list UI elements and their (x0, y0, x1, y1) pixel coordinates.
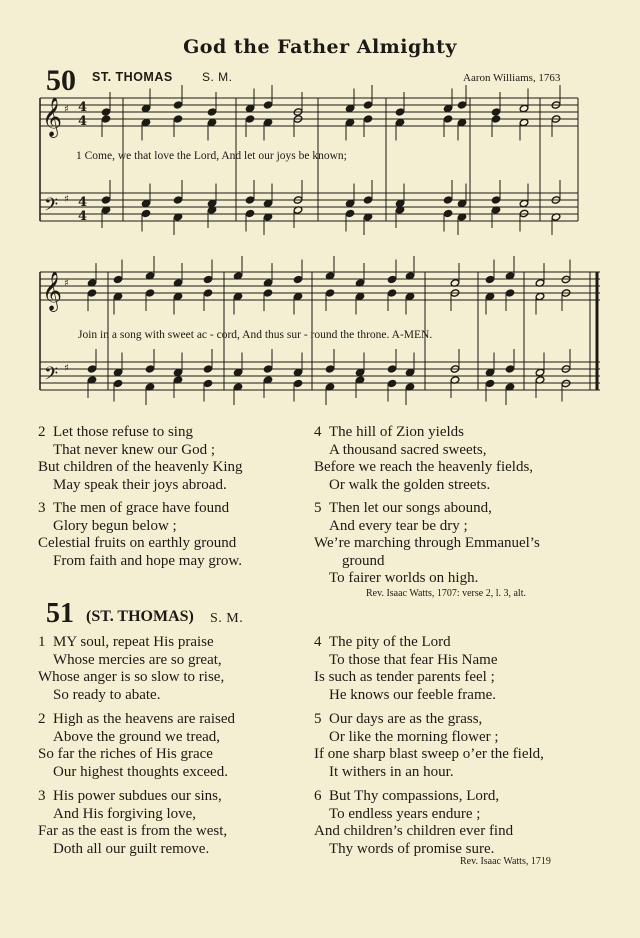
note-head (87, 365, 97, 373)
note-head (535, 292, 545, 300)
author-credit: Rev. Isaac Watts, 1707: verse 2, l. 3, alt. (366, 588, 526, 599)
verse-number: 5 (314, 500, 322, 516)
note-head (203, 275, 213, 283)
verse-number: 4 (314, 424, 322, 440)
verse-line: Whose mercies are so great, (53, 651, 222, 668)
time-signature: 4 (78, 195, 88, 210)
verse-number: 1 (38, 634, 46, 650)
note-head (535, 368, 545, 376)
note-head (141, 209, 151, 217)
verse-block (314, 500, 540, 588)
verse-line: Our days are as the grass, (329, 711, 483, 727)
time-signature: 4 (78, 209, 88, 224)
note-head (355, 368, 365, 376)
note-head (173, 196, 183, 204)
meter: S. M. (210, 611, 244, 626)
note-head (263, 289, 273, 297)
note-head (325, 365, 335, 373)
note-head (207, 118, 217, 126)
note-head (345, 118, 355, 126)
bass-clef-icon: 𝄢 (44, 364, 59, 389)
note-head (443, 209, 453, 217)
verse-line: And His forgiving love, (53, 805, 197, 822)
verse-line: He knows our feeble frame. (329, 686, 497, 703)
lyrics-line-2: Join in a song with sweet ac - cord, And thus sur - round the throne. A-MEN. (78, 329, 433, 341)
note-head (203, 365, 213, 373)
verse-line: That never knew our God ; (53, 441, 216, 458)
note-head (173, 115, 183, 123)
note-head (491, 115, 501, 123)
meter: S. M. (202, 70, 233, 84)
verse-line: Doth all our guilt remove. (53, 840, 210, 857)
verse-block (314, 711, 544, 781)
note-head (485, 275, 495, 283)
verse-line: Glory begun below ; (53, 517, 177, 534)
note-head (395, 118, 405, 126)
verse-line: So far the riches of His grace (38, 746, 213, 762)
note-head (233, 368, 243, 376)
verse-line: The men of grace have found (53, 500, 230, 516)
note-head (263, 199, 273, 207)
verse-line: The pity of the Lord (329, 634, 451, 650)
note-head (519, 199, 529, 207)
note-head (207, 108, 217, 116)
hymn-number: 51 (46, 598, 74, 629)
treble-staff (40, 272, 600, 300)
note-head (345, 209, 355, 217)
verse-line: And children’s children ever find (314, 823, 514, 839)
author-credit: Rev. Isaac Watts, 1719 (460, 856, 551, 867)
verse-line: So ready to abate. (53, 686, 161, 703)
verse-block (314, 634, 497, 704)
note-head (293, 275, 303, 283)
verse-block (38, 424, 243, 494)
note-head (245, 115, 255, 123)
verse-line: High as the heavens are raised (53, 711, 236, 727)
verse-line: But Thy compassions, Lord, (329, 788, 500, 804)
bass-staff (40, 362, 600, 390)
verse-line: To endless years endure ; (329, 805, 481, 822)
note-head (245, 196, 255, 204)
verse-line: Or like the morning flower ; (329, 728, 499, 745)
verse-line: Above the ground we tread, (53, 728, 221, 745)
note-head (113, 292, 123, 300)
note-head (457, 101, 467, 109)
verse-line: And every tear be dry ; (329, 517, 468, 534)
verse-number: 3 (38, 788, 46, 804)
note-head (443, 104, 453, 112)
verse-line: Is such as tender parents feel ; (314, 669, 495, 685)
verse-block (314, 424, 533, 494)
note-head (519, 104, 529, 112)
tune-name: ST. THOMAS (92, 70, 173, 84)
note-head (387, 379, 397, 387)
note-head (263, 365, 273, 373)
verse-number: 3 (38, 500, 46, 516)
note-head (505, 365, 515, 373)
time-signature: 4 (78, 100, 88, 115)
note-head (245, 104, 255, 112)
composer-credit: Aaron Williams, 1763 (463, 72, 561, 84)
note-head (141, 118, 151, 126)
note-head (203, 379, 213, 387)
note-head (485, 379, 495, 387)
note-head (245, 209, 255, 217)
verse-line: From faith and hope may grow. (53, 552, 242, 569)
note-head (519, 118, 529, 126)
verse-line: To fairer worlds on high. (329, 570, 479, 586)
note-head (325, 289, 335, 297)
verse-line: To those that fear His Name (329, 651, 498, 668)
note-head (387, 365, 397, 373)
note-head (263, 101, 273, 109)
treble-clef-icon: 𝄞 (42, 271, 63, 311)
note-head (443, 196, 453, 204)
verse-line: Thy words of promise sure. (329, 840, 495, 857)
verse-number: 2 (38, 424, 46, 440)
note-head (443, 115, 453, 123)
note-head (363, 196, 373, 204)
verse-block (38, 711, 235, 781)
treble-clef-icon: 𝄞 (42, 97, 63, 137)
key-signature: ♯ (64, 363, 69, 374)
note-head (101, 108, 111, 116)
music-score (0, 0, 640, 420)
verse-line: MY soul, repeat His praise (53, 634, 214, 650)
note-head (485, 368, 495, 376)
note-head (101, 115, 111, 123)
note-head (145, 289, 155, 297)
note-head (457, 118, 467, 126)
verse-line: Before we reach the heavenly fields, (314, 459, 534, 475)
note-head (293, 292, 303, 300)
verse-block (38, 500, 242, 570)
time-signature: 4 (78, 114, 88, 129)
verse-line: His power subdues our sins, (53, 788, 222, 804)
verse-number: 6 (314, 788, 322, 804)
note-head (355, 292, 365, 300)
verse-number: 2 (38, 711, 46, 727)
note-head (491, 196, 501, 204)
verse-line: But children of the heavenly King (38, 459, 243, 475)
verse-block (38, 634, 224, 704)
hymn-number: 50 (46, 64, 76, 97)
note-head (203, 289, 213, 297)
note-head (141, 199, 151, 207)
verse-line: We’re marching through Emmanuel’s (314, 535, 540, 551)
verse-line: It withers in an hour. (329, 763, 454, 780)
note-head (293, 368, 303, 376)
note-head (173, 368, 183, 376)
tune-name: (ST. THOMAS) (86, 608, 194, 625)
verse-line: The hill of Zion yields (329, 424, 464, 440)
key-signature: ♯ (64, 194, 69, 205)
verse-line: Or walk the golden streets. (329, 476, 491, 493)
verse-line: If one sharp blast sweep o’er the field, (314, 746, 544, 762)
note-head (387, 289, 397, 297)
note-head (505, 289, 515, 297)
note-head (345, 104, 355, 112)
note-head (457, 199, 467, 207)
note-head (491, 108, 501, 116)
verse-line: Celestial fruits on earthly ground (38, 535, 237, 551)
note-head (141, 104, 151, 112)
note-head (363, 101, 373, 109)
note-head (173, 292, 183, 300)
note-head (101, 196, 111, 204)
note-head (113, 275, 123, 283)
verse-line: ground (342, 552, 385, 569)
verse-line: May speak their joys abroad. (53, 476, 227, 493)
note-head (395, 108, 405, 116)
key-signature: ♯ (64, 104, 69, 115)
verse-number: 5 (314, 711, 322, 727)
verse-line: Let those refuse to sing (53, 424, 193, 440)
note-head (87, 289, 97, 297)
verse-line: Then let our songs abound, (329, 500, 492, 516)
note-head (263, 118, 273, 126)
key-signature: ♯ (64, 278, 69, 289)
lyrics-line-1: 1 Come, we that love the Lord, And let our joys be known; (76, 150, 347, 162)
note-head (113, 368, 123, 376)
note-head (293, 379, 303, 387)
verse-line: Our highest thoughts exceed. (53, 763, 228, 780)
note-head (233, 292, 243, 300)
note-head (363, 115, 373, 123)
verse-number: 4 (314, 634, 322, 650)
verse-line: Far as the east is from the west, (38, 823, 228, 839)
note-head (345, 199, 355, 207)
note-head (405, 368, 415, 376)
note-head (485, 292, 495, 300)
clefs-2 (42, 271, 69, 389)
verse-block (314, 788, 513, 858)
note-head (145, 365, 155, 373)
section-title: God the Father Almighty (183, 36, 457, 58)
note-head (405, 292, 415, 300)
bass-clef-icon: 𝄢 (44, 195, 59, 220)
verse-line: Whose anger is so slow to rise, (38, 669, 225, 685)
note-head (173, 101, 183, 109)
note-head (113, 379, 123, 387)
verse-block (38, 788, 227, 858)
verse-line: A thousand sacred sweets, (329, 441, 487, 458)
note-head (387, 275, 397, 283)
